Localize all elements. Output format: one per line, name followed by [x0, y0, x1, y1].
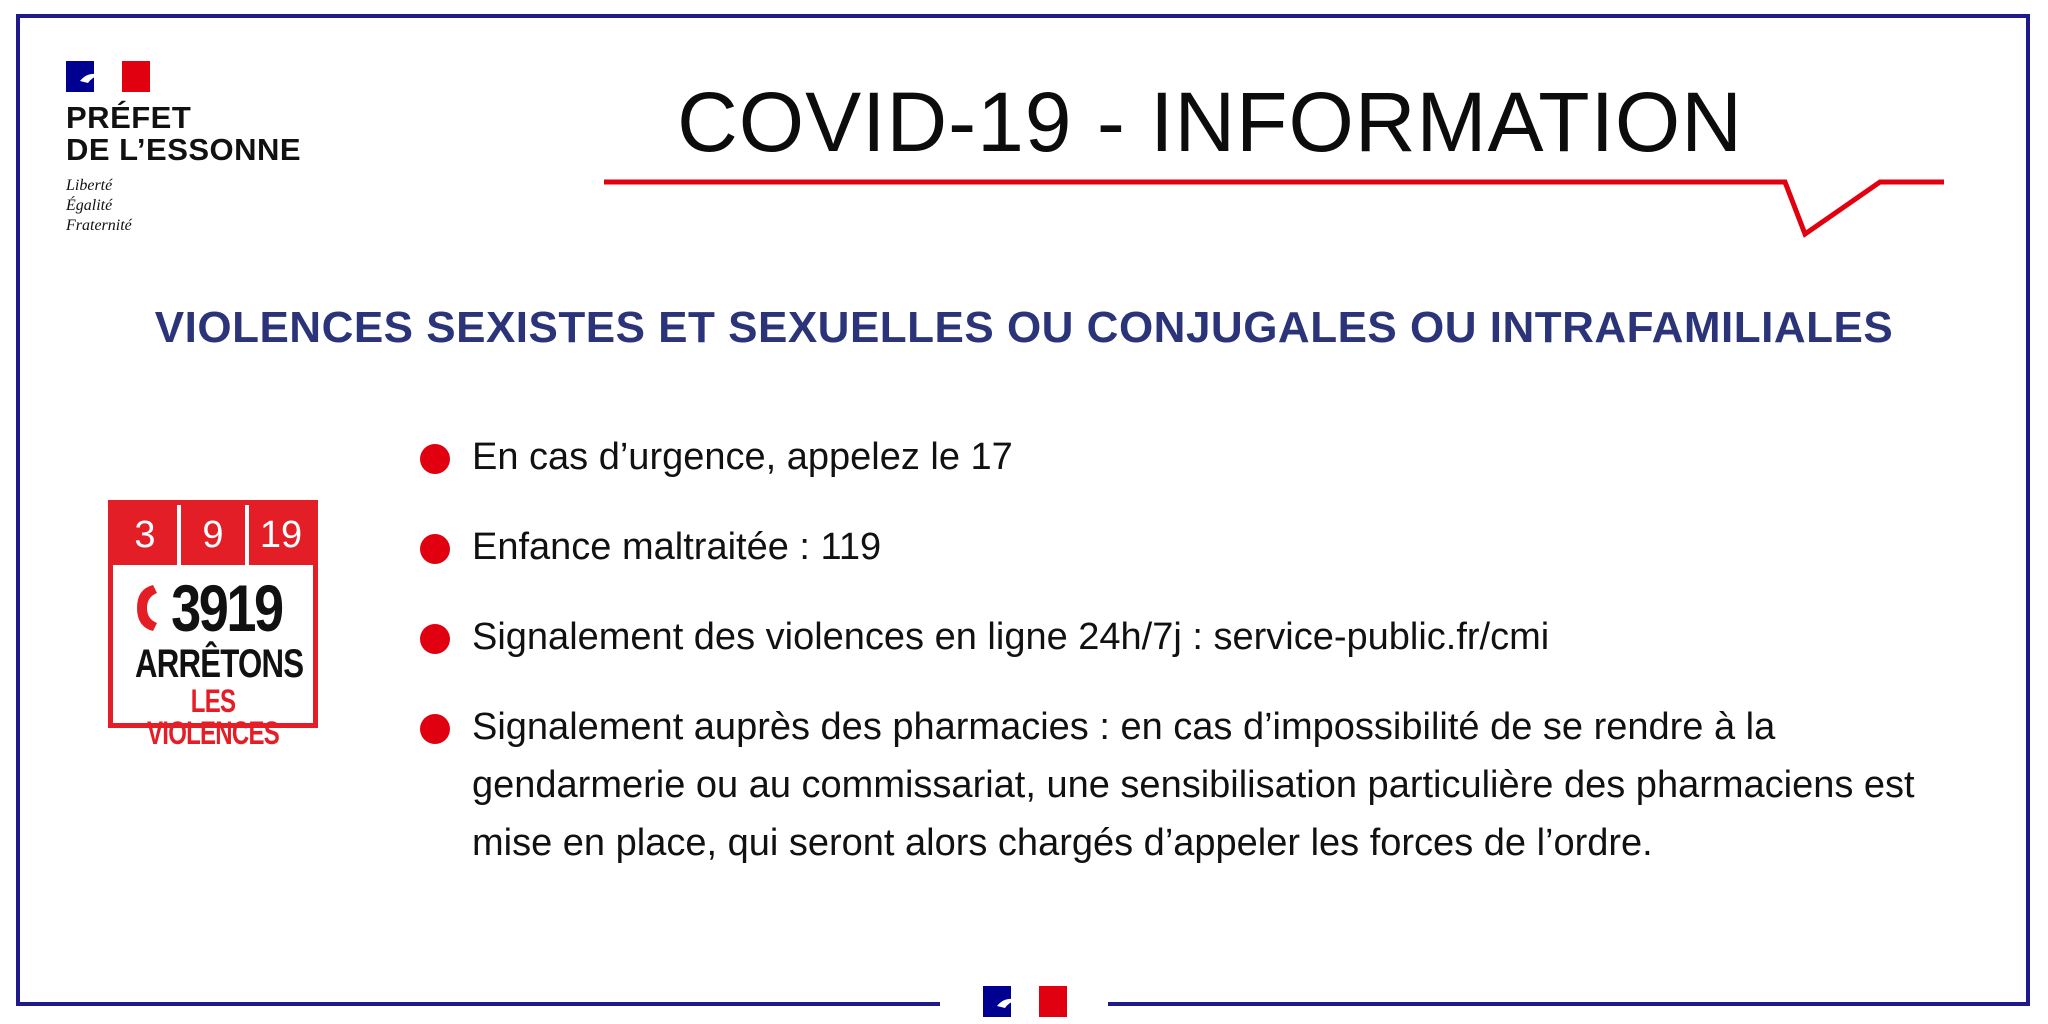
badge-line1: ARRÊTONS — [135, 642, 304, 686]
list-item: Enfance maltraitée : 119 — [420, 518, 1960, 576]
motto-egalite: Égalité — [66, 197, 113, 214]
badge-cell: 19 — [245, 505, 313, 565]
info-list — [420, 428, 1960, 872]
phone-icon — [133, 581, 159, 635]
motto-fraternite: Fraternité — [66, 217, 132, 234]
motto-liberte: Liberté — [66, 177, 113, 194]
prefecture-line1: PRÉFET — [66, 100, 192, 135]
list-item: Signalement auprès des pharmacies : en cas d’impossibilité de se rendre à la gendarmerie ou au commissariat, une sensibilisation particulière des pharmaciens est mise en place, qui seront alors chargés d’appeler les forces de l’ordre. — [420, 698, 1960, 872]
badge-3919 — [108, 500, 318, 751]
badge-cell: 3 — [134, 514, 156, 556]
french-flag-icon — [66, 61, 150, 92]
marianne-logo — [66, 61, 301, 236]
list-item: Signalement des violences en ligne 24h/7j : service-public.fr/cmi — [420, 608, 1960, 666]
title-underline-check — [600, 160, 1950, 240]
badge-number: 3919 — [113, 573, 313, 643]
badge-top-row — [113, 505, 313, 565]
badge-cell: 9 — [177, 505, 245, 565]
page-title: COVID-19 - INFORMATION — [677, 75, 1743, 169]
badge-line2: LES VIOLENCES — [147, 683, 279, 751]
bottom-flag-icon — [983, 986, 1067, 1017]
republic-motto — [66, 176, 301, 236]
prefecture-line2: DE L’ESSONNE — [66, 132, 302, 167]
list-item: En cas d’urgence, appelez le 17 — [420, 428, 1960, 486]
section-subtitle: VIOLENCES SEXISTES ET SEXUELLES OU CONJUGALES OU INTRAFAMILIALES — [154, 303, 1894, 352]
